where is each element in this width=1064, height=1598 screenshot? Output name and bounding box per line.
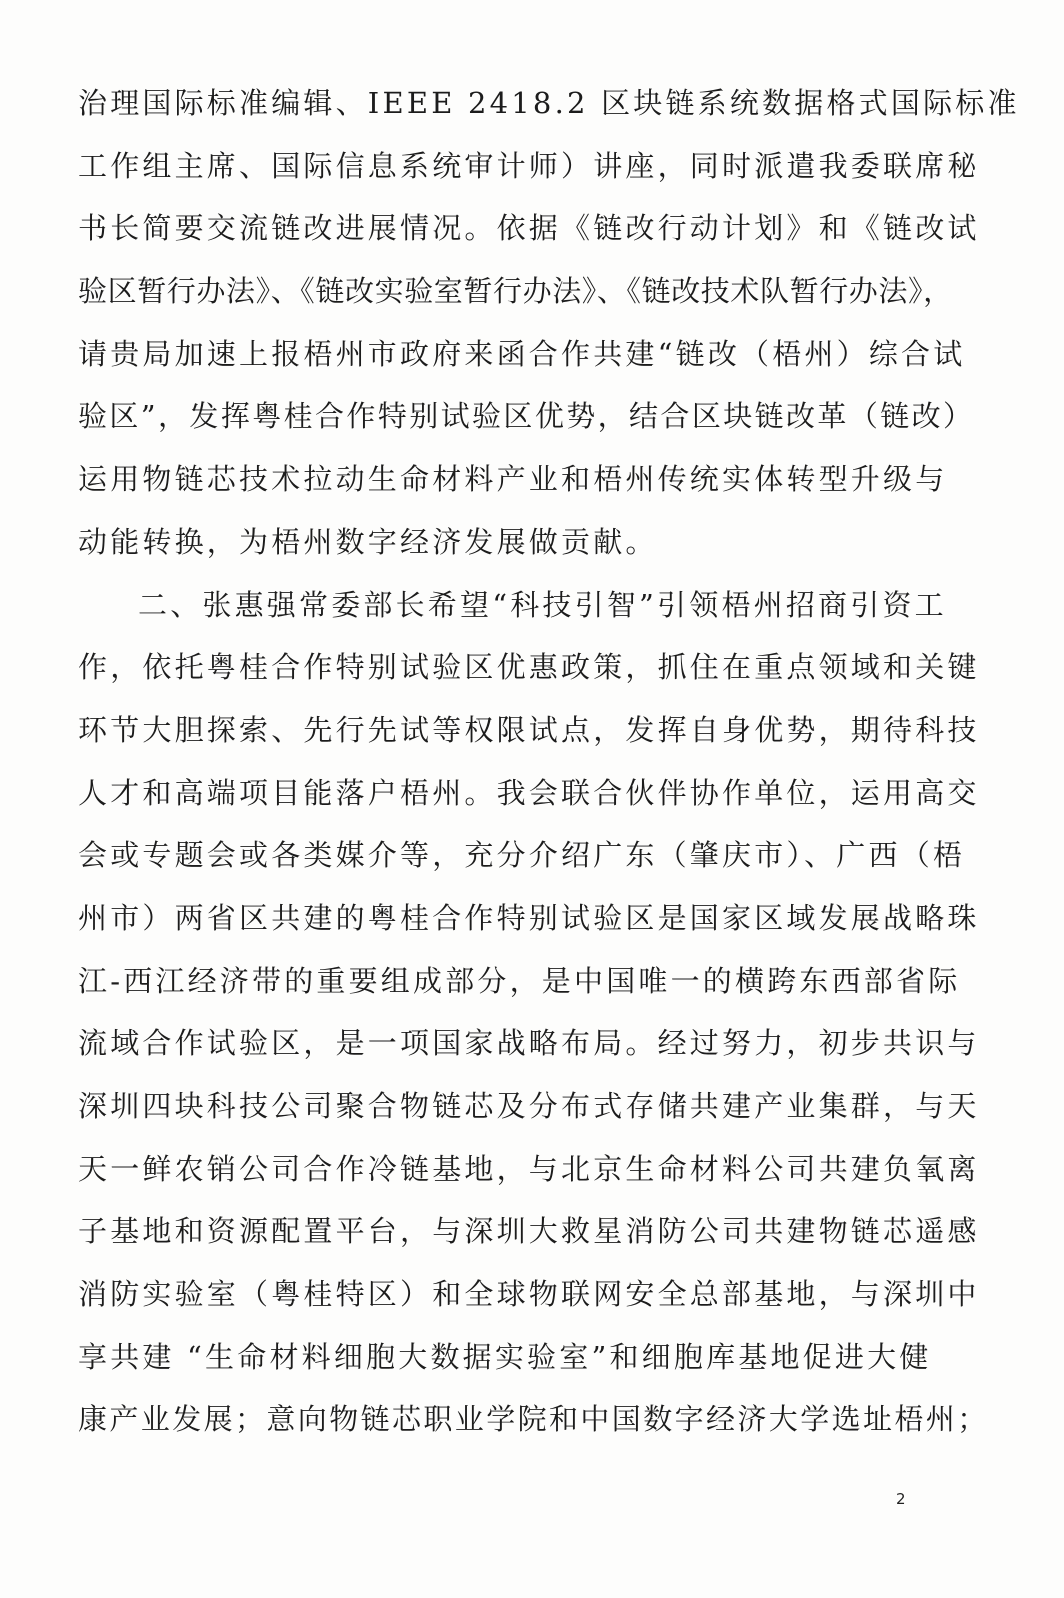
text-line: 深圳四块科技公司聚合物链芯及分布式存储共建产业集群，与天 [78, 1089, 980, 1123]
text-line: 治理国际标准编辑、IEEE 2418.2 区块链系统数据格式国际标准 [78, 86, 1020, 120]
text-line: 天一鲜农销公司合作冷链基地，与北京生命材料公司共建负氧离 [78, 1151, 980, 1186]
body-text [78, 72, 1020, 1451]
text-line: 请贵局加速上报梧州市政府来函合作共建“链改（梧州）综合试 [78, 336, 966, 371]
text-line: 州市）两省区共建的粤桂合作特别试验区是国家区域发展战略珠 [78, 900, 980, 935]
text-line: 动能转换，为梧州数字经济发展做贡献。 [78, 524, 658, 559]
paragraph-start-line: 二、张惠强常委部长希望“科技引智”引领梧州招商引资工 [138, 587, 947, 622]
text-line: 康产业发展；意向物链芯职业学院和中国数字经济大学选址梧州； [78, 1402, 989, 1437]
text-line: 环节大胆探索、先行先试等权限试点，发挥自身优势，期待科技 [78, 712, 980, 747]
text-line: 工作组主席、国际信息系统审计师）讲座，同时派遣我委联席秘 [78, 148, 980, 183]
text-line: 书长简要交流链改进展情况。依据《链改行动计划》和《链改试 [78, 211, 980, 246]
text-line: 验区”，发挥粤桂合作特别试验区优势，结合区块链改革（链改） [78, 399, 975, 434]
text-line: 验区暂行办法》、《链改实验室暂行办法》、《链改技术队暂行办法》， [78, 274, 953, 309]
text-line: 江-西江经济带的重要组成部分，是中国唯一的横跨东西部省际 [78, 963, 961, 998]
text-line: 消防实验室（粤桂特区）和全球物联网安全总部基地，与深圳中 [78, 1277, 980, 1312]
text-line: 会或专题会或各类媒介等，充分介绍广东（肇庆市）、广西（梧 [78, 838, 966, 873]
text-line: 流域合作试验区，是一项国家战略布局。经过努力，初步共识与 [78, 1026, 980, 1061]
text-line: 运用物链芯技术拉动生命材料产业和梧州传统实体转型升级与 [78, 462, 948, 497]
page-number: 2 [896, 1490, 906, 1508]
text-line: 人才和高端项目能落户梧州。我会联合伙伴协作单位，运用高交 [78, 775, 980, 810]
text-line: 作，依托粤桂合作特别试验区优惠政策，抓住在重点领域和关键 [78, 650, 980, 685]
text-line: 享共建 “生命材料细胞大数据实验室”和细胞库基地促进大健 [78, 1339, 932, 1374]
text-line: 子基地和资源配置平台，与深圳大救星消防公司共建物链芯遥感 [78, 1214, 980, 1249]
